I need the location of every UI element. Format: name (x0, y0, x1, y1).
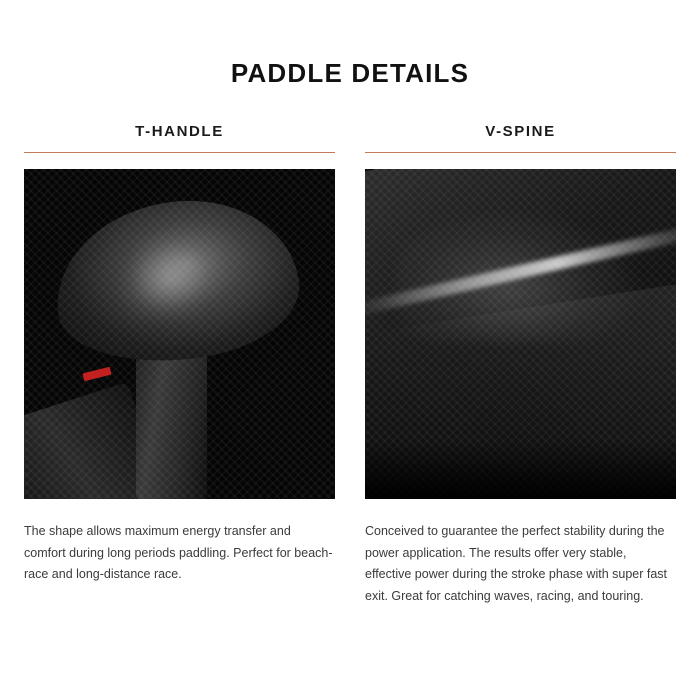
blade-shadow-gradient (365, 440, 676, 499)
heading-divider-t-handle (24, 152, 335, 153)
heading-divider-v-spine (365, 152, 676, 153)
blade-light-glow (396, 209, 645, 341)
t-handle-carbon-photo (24, 169, 335, 499)
detail-column-v-spine (365, 123, 676, 620)
v-spine-carbon-photo (365, 169, 676, 499)
detail-column-t-handle (24, 123, 335, 620)
page-title: PADDLE DETAILS (230, 58, 470, 88)
caption-v-spine: Conceived to guarantee the perfect stability during the power application. The results offer very stable, effective power during the stroke phase with super fast exit. Great for catching waves, racing, and touring. (365, 524, 668, 603)
red-marker-stripe (83, 367, 112, 381)
caption-t-handle: The shape allows maximum energy transfer and comfort during long periods paddling. Perfect for beach-race and long-distance race. (24, 524, 333, 581)
column-heading-v-spine: V-SPINE (485, 123, 556, 140)
column-heading-t-handle: T-HANDLE (135, 123, 224, 140)
details-columns (0, 123, 700, 620)
